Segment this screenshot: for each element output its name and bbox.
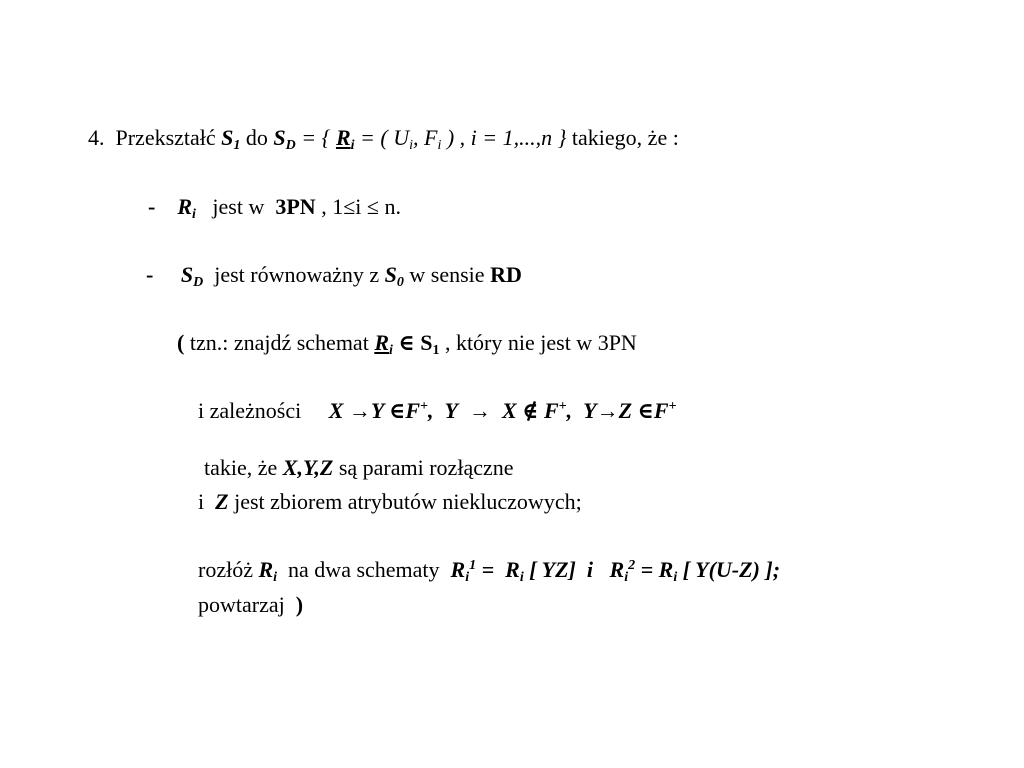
dependency-1: X →Y ∈F+, [328,398,434,423]
task-tail: takiego, że : [571,125,679,150]
repeat-text: powtarzaj [198,592,285,617]
sd-symbol: $S_D$ [273,125,296,153]
z-symbol: Z [215,489,229,514]
disjoint-line [204,457,514,479]
decompose-line [198,557,781,585]
3pn-label: 3PN [275,194,316,219]
hint-text: tzn.: znajdź schemat [189,330,369,355]
s0-symbol: $S_0$ [384,262,404,290]
bullet-text-2: w sensie [409,262,485,287]
element-of-symbol: ∈ [398,330,415,355]
ri1-schema: $R_i^1 = R_i$ [ YZ] [450,557,576,585]
repeat-line [198,594,303,616]
fi-symbol: $F_i$ [423,125,442,153]
bullet-rd [146,262,522,290]
decompose-text: rozłóż [198,557,253,582]
disjoint-text-2: są parami rozłączne [338,455,514,480]
disjoint-text: takie, że [204,455,278,480]
ri-symbol: $R_i$ [258,557,278,585]
dependencies-label: i zależności [198,398,302,423]
task-verb: Przekształć [115,125,216,150]
dependency-2: Y → X ∉ F+, [444,398,573,423]
xyz-symbols: X,Y,Z [282,455,334,480]
rd-label: RD [490,262,522,287]
bullet-dash: - [146,262,154,287]
ri-symbol: $R_i$ [177,194,196,222]
set-open: = { [301,125,331,150]
open-paren: ( [177,330,185,355]
dependencies-line [198,400,677,422]
do-word: do [245,125,268,150]
conj-i: i [586,557,594,582]
decompose-text-2: na dwa schematy [288,557,440,582]
nonkey-text: jest zbiorem atrybutów niekluczowych; [234,489,582,514]
close-paren: ) [295,592,304,617]
ui-symbol: $U_i$ [393,125,413,153]
bullet-text: jest równoważny z [214,262,380,287]
index-bound: , 1≤i ≤ n. [321,194,401,219]
hint-text-2: , który nie jest w 3PN [444,330,637,355]
task-number: 4. [88,125,105,150]
ri-symbol: $R_i$ [335,125,355,153]
ri2-schema: $R_i^2 = R_i$ [ Y(U-Z) ]; [609,557,781,585]
hint-line [177,330,637,358]
nonkey-line [198,491,582,513]
and-word: i [198,489,205,514]
bullet-text: jest w [212,194,265,219]
bullet-3pn [148,194,401,222]
s1-symbol: $S_1$ [221,125,241,153]
index-range: ) , i = 1,...,n } [446,125,567,150]
sd-symbol: $S_D$ [180,262,204,290]
task-line: 4. Przekształć $S_1$ do $S_D$ = { $R_i$ = ( $U_i$, $F_i$ ) , i = 1,...,n } takiego, że : [88,125,679,153]
dependency-3: Y→Z ∈F+ [583,398,677,423]
tuple-open: = ( [360,125,388,150]
bullet-dash: - [148,194,156,219]
ri-symbol: $R_i$ [374,330,393,358]
s1-symbol: $S_1$ [420,330,440,358]
